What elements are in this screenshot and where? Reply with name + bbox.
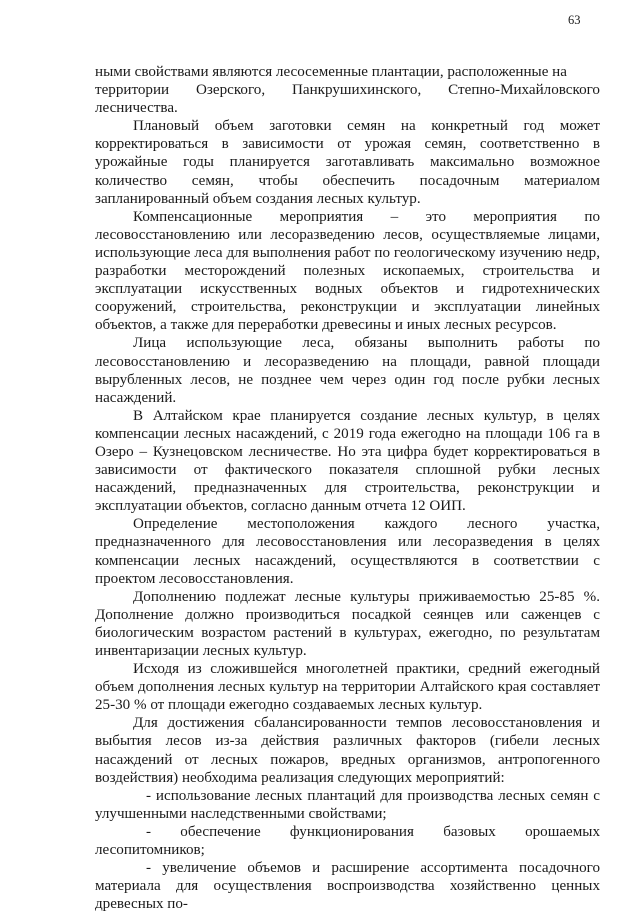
paragraph-seed-harvest-plan: Плановый объем заготовки семян на конкретный год может корректироваться в зависимости от урожая семян, соответственно в урожайные годы планируется заготавливать максимально возможное количество семян, чтобы обеспечить посадочным материалом запланированный объем создания лесных культур.	[95, 118, 600, 207]
paragraph-compensatory-measures: Компенсационные мероприятия – это мероприятия по лесовосстановлению или лесоразведению лесов, осуществляемые лицами, использующие леса для выполнения работ по геологическому изучению недр, разработки месторождений полезных ископаемых, строительства и эксплуатации искусственных водных объектов и гидротехнических сооружений, строительства, реконструкции и эксплуатации линейных объектов, а также для переработки древесины и иных лесных ресурсов.	[95, 208, 600, 334]
continuation-word: Степно-Михайловского	[448, 82, 600, 99]
paragraph-replenishment: Дополнению подлежат лесные культуры приживаемостью 25-85 %. Дополнение должно производиться посадкой сеянцев или саженцев с биологическим возрастом растений в культурах, ежегодно, по результатам инвентаризации лесных культур.	[95, 588, 600, 659]
continuation-line-3: лесничества.	[95, 100, 178, 117]
continuation-word: Панкрушихинского,	[292, 82, 422, 99]
paragraph-site-location: Определение местоположения каждого лесного участка, предназначенного для лесовосстановления или лесоразведения в целях компенсации лесных насаждений, осуществляются в соответствии с проектом лесовосстановления.	[95, 516, 600, 587]
list-item: - увеличение объемов и расширение ассортимента посадочного материала для осуществления воспроизводства хозяйственно ценных древесных по-	[95, 860, 600, 913]
paragraph-altai-plan: В Алтайском крае планируется создание лесных культур, в целях компенсации лесных насаждений, с 2019 года ежегодно на площади 106 га в Озеро – Кузнецовском лесничестве. Но эта цифра будет корректироваться в зависимости от фактического показателя сплошной рубки лесных насаждений, предназначенных для строительства, реконструкции и эксплуатации объектов, согласно данным отчета 12 ОИП.	[95, 407, 600, 515]
continuation-line-1: ными свойствами являются лесосеменные плантации, расположенные на	[95, 64, 567, 80]
list-item: - использование лесных плантаций для производства лесных семян с улучшенными наследственными свойствами;	[95, 787, 600, 822]
page-number: 63	[568, 13, 581, 27]
body-text	[95, 63, 600, 913]
paragraph-balance-measures: Для достижения сбалансированности темпов лесовосстановления и выбытия лесов из-за действия различных факторов (гибели лесных насаждений от лесных пожаров, вредных организмов, антропогенного воздействия) необходима реализация следующих мероприятий:	[95, 715, 600, 786]
continuation-word: территории	[95, 82, 170, 99]
list-item: - обеспечение функционирования базовых орошаемых лесопитомников;	[95, 823, 600, 859]
continuation-word: Озерского,	[196, 82, 266, 99]
paragraph-forest-users-obligation: Лица использующие леса, обязаны выполнить работы по лесовосстановлению и лесоразведению на площади, равной площади вырубленных лесов, не позднее чем через один год после рубки лесных насаждений.	[95, 335, 600, 406]
paragraph-annual-volume: Исходя из сложившейся многолетней практики, средний ежегодный объем дополнения лесных культур на территории Алтайского края составляет 25-30 % от площади ежегодно создаваемых лесных культур.	[95, 661, 600, 714]
continuation-line-2	[95, 81, 600, 99]
